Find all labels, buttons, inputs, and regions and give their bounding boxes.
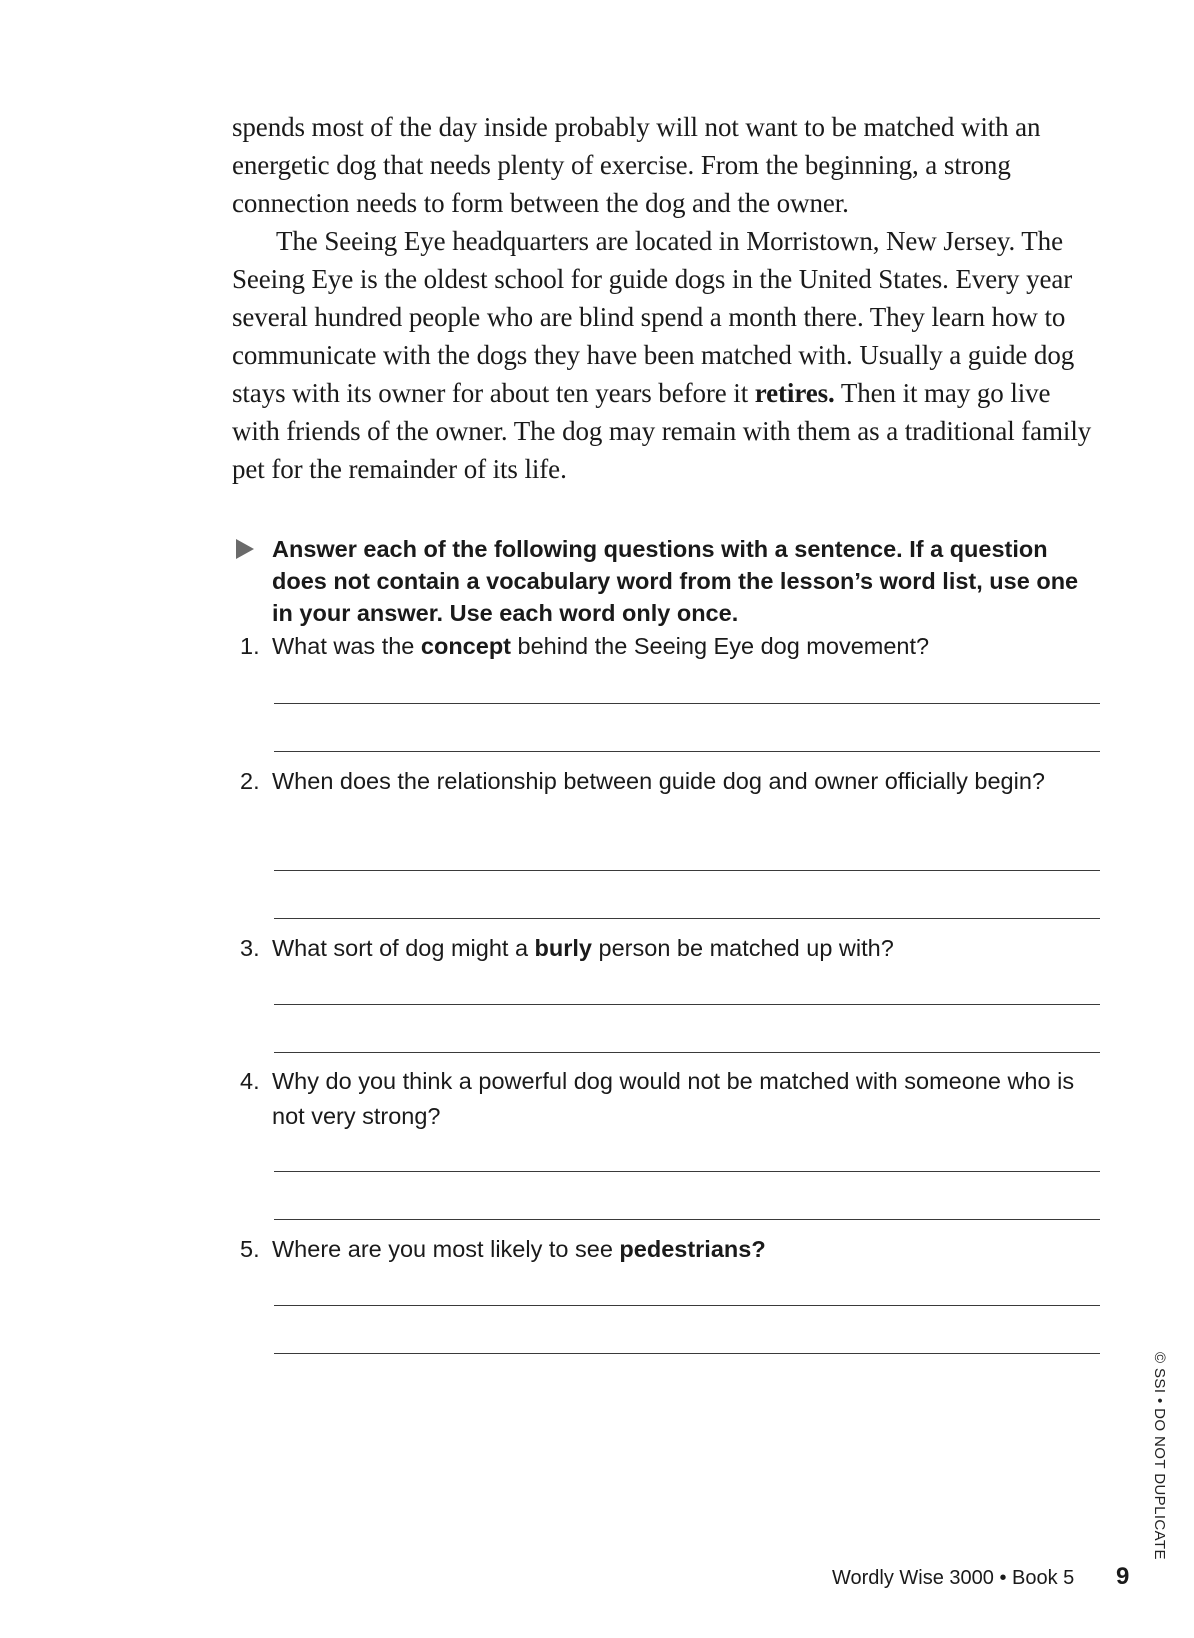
question-number: 2. bbox=[240, 768, 260, 794]
question-5 bbox=[240, 1232, 1100, 1267]
question-text-pre: When does the relationship between guide dog and owner officially begin? bbox=[272, 768, 1045, 794]
question-text-pre: Why do you think a powerful dog would not be matched with someone who is not very strong? bbox=[272, 1068, 1075, 1129]
answer-line-2b[interactable] bbox=[274, 918, 1100, 919]
question-text bbox=[272, 1232, 1100, 1267]
question-number: 3. bbox=[240, 935, 260, 961]
answer-line-3a[interactable] bbox=[274, 1004, 1100, 1005]
vocab-word-burly: burly bbox=[534, 935, 593, 961]
question-number: 1. bbox=[240, 633, 260, 659]
footer-book-title: Wordly Wise 3000 • Book 5 bbox=[832, 1567, 1075, 1589]
passage-paragraph-2-text-a: The Seeing Eye headquarters are located in Morristown, New Jersey. The Seeing Eye is the oldest school for guide dogs in the United States. Every year several hundred people who are blind spend a month there. They learn how to communicate with the dogs they have been matched with. Usually a guide dog stays with its owner for about ten years before it bbox=[232, 226, 1075, 408]
instructions-text: Answer each of the following questions with a sentence. If a question does not contain a vocabulary word from the lesson’s word list, use one in your answer. Use each word only once. bbox=[272, 536, 1079, 626]
vocab-word-retires: retires. bbox=[754, 378, 835, 408]
arrow-right-icon bbox=[236, 539, 254, 559]
question-4 bbox=[240, 1064, 1100, 1134]
copyright-text: © SSI • DO NOT DUPLICATE bbox=[1151, 1352, 1168, 1560]
answer-line-4a[interactable] bbox=[274, 1171, 1100, 1172]
page-number: 9 bbox=[1116, 1563, 1130, 1590]
question-text-pre: What sort of dog might a bbox=[272, 935, 535, 961]
question-text-post: behind the Seeing Eye dog movement? bbox=[511, 633, 930, 659]
question-text bbox=[272, 764, 1100, 799]
question-text-pre: Where are you most likely to see bbox=[272, 1236, 620, 1262]
answer-line-3b[interactable] bbox=[274, 1052, 1100, 1053]
question-text bbox=[272, 931, 1100, 966]
answer-line-2a[interactable] bbox=[274, 870, 1100, 871]
answer-line-1b[interactable] bbox=[274, 751, 1100, 752]
question-number: 4. bbox=[240, 1068, 260, 1094]
passage-paragraph-1: spends most of the day inside probably will not want to be matched with an energetic dog that needs plenty of exercise. From the beginning, a strong connection needs to form between the dog and the owner. bbox=[232, 112, 1041, 218]
instructions bbox=[236, 533, 1096, 629]
question-text bbox=[272, 1064, 1100, 1134]
answer-line-5b[interactable] bbox=[274, 1353, 1100, 1354]
reading-passage bbox=[232, 108, 1092, 488]
passage-paragraph-2-text-b: Then it may go live with friends of the owner. The dog may remain with them as a traditional family pet for the remainder of its life. bbox=[232, 378, 1092, 484]
passage-paragraph-2 bbox=[232, 222, 1092, 488]
vocab-word-concept: concept bbox=[420, 633, 512, 659]
question-text-pre: What was the bbox=[272, 633, 421, 659]
question-number: 5. bbox=[240, 1236, 260, 1262]
question-2 bbox=[240, 764, 1100, 799]
vocab-word-pedestrians: pedestrians? bbox=[619, 1236, 766, 1262]
answer-line-1a[interactable] bbox=[274, 703, 1100, 704]
question-3 bbox=[240, 931, 1100, 966]
answer-line-4b[interactable] bbox=[274, 1219, 1100, 1220]
answer-line-5a[interactable] bbox=[274, 1305, 1100, 1306]
question-1 bbox=[240, 629, 1100, 664]
question-text bbox=[272, 629, 1100, 664]
question-text-post: person be matched up with? bbox=[592, 935, 894, 961]
